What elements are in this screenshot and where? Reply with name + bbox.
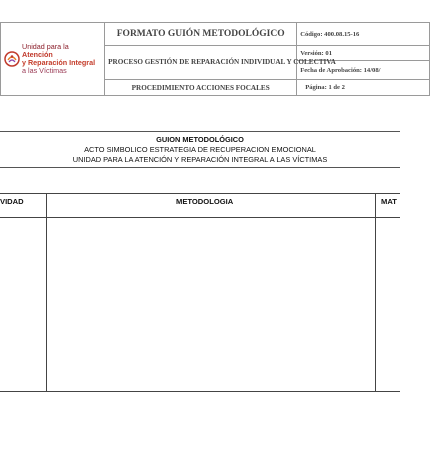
methodology-table — [0, 193, 400, 392]
approval-date: Fecha de Aprobación: 14/08/ — [297, 61, 430, 80]
logo-cell — [1, 23, 105, 96]
column-divider — [375, 194, 376, 391]
logo-emblem-icon — [4, 51, 20, 67]
column-header-materials: MAT — [381, 197, 397, 206]
column-header-methodology: METODOLOGIA — [176, 197, 234, 206]
column-divider — [46, 194, 47, 391]
procedure-name: PROCEDIMIENTO ACCIONES FOCALES — [105, 80, 297, 96]
document-version: Versión: 01 — [297, 46, 430, 61]
document-code: Código: 400.08.15-16 — [297, 23, 430, 46]
band-organization: UNIDAD PARA LA ATENCIÓN Y REPARACIÓN INTEGRAL A LAS VÍCTIMAS — [72, 155, 328, 164]
logo-line-1-accent: Atención — [22, 50, 53, 59]
form-title: FORMATO GUIÓN METODOLÓGICO — [105, 23, 297, 46]
logo-line-1: Unidad para la — [22, 42, 69, 51]
logo-line-2: y Reparación Integral — [22, 58, 96, 67]
organization-logo — [4, 43, 101, 75]
header-row-divider — [0, 217, 400, 218]
logo-line-3: a las Víctimas — [22, 66, 67, 75]
band-title: GUION METODOLÓGICO — [156, 135, 244, 144]
document-title-band — [0, 131, 400, 168]
process-name: PROCESO GESTIÓN DE REPARACIÓN INDIVIDUAL Y COLECTIVA — [105, 46, 297, 80]
band-subtitle: ACTO SIMBOLICO ESTRATEGIA DE RECUPERACION EMOCIONAL — [84, 145, 316, 154]
logo-wordmark — [22, 43, 101, 75]
column-header-activity: VIDAD — [0, 197, 24, 206]
page-number: Página: 1 de 2 — [297, 80, 430, 96]
document-header-table — [0, 22, 430, 96]
